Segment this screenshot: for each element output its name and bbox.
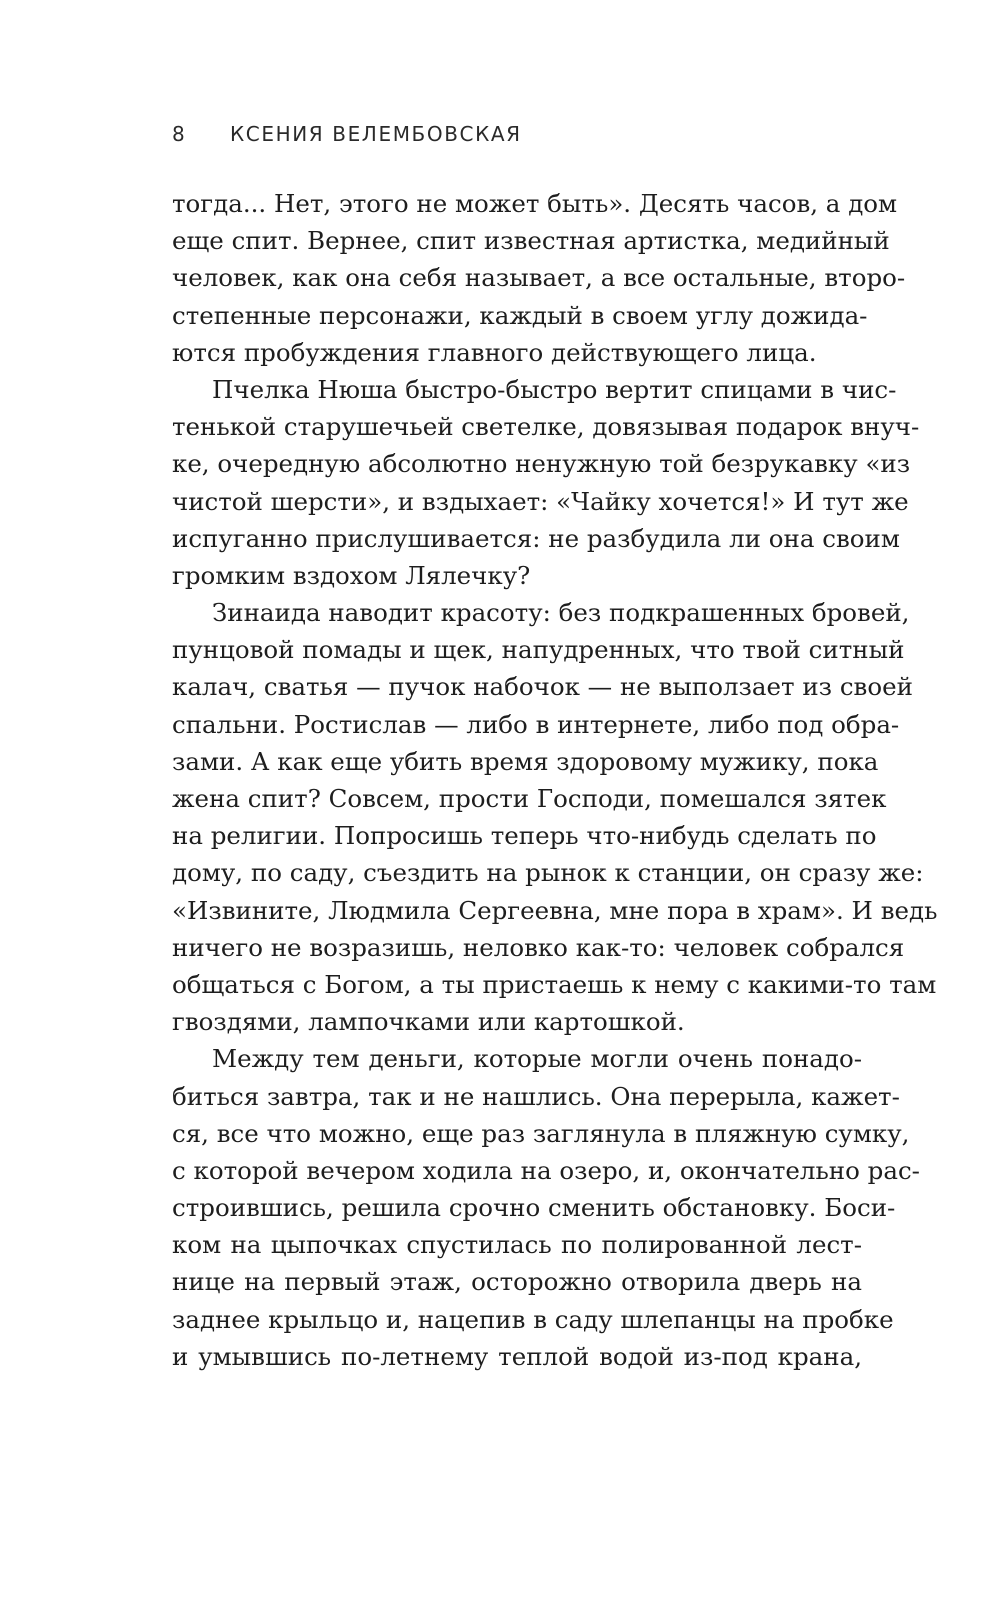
text-line: общаться с Богом, а ты пристаешь к нему с какими-то там [172, 969, 937, 999]
text-line: тенькой старушечьей светелке, довязывая подарок внуч- [172, 412, 920, 442]
text-line: Между тем деньги, которые могли очень понадо- [212, 1044, 862, 1074]
text-line: и умывшись по-летнему теплой водой из-под крана, [172, 1341, 862, 1371]
text-line: Пчелка Нюша быстро-быстро вертит спицами в чис- [212, 374, 897, 404]
text-line: Зинаида наводит красоту: без подкрашенных бровей, [212, 598, 910, 628]
text-line: строившись, решила срочно сменить обстановку. Боси- [172, 1193, 896, 1223]
text-line: гвоздями, лампочками или картошкой. [172, 1007, 685, 1037]
body-text [172, 185, 938, 1375]
text-line: зами. А как еще убить время здоровому мужику, пока [172, 746, 879, 776]
running-head [172, 122, 522, 146]
text-line: спальни. Ростислав — либо в интернете, либо под обра- [172, 709, 900, 739]
text-line: человек, как она себя называет, а все остальные, второ- [172, 263, 906, 293]
text-line: ничего не возразишь, неловко как-то: человек собрался [172, 932, 905, 962]
text-line: дому, по саду, съездить на рынок к станции, он сразу же: [172, 858, 924, 888]
text-line: ются пробуждения главного действующего лица. [172, 337, 817, 367]
author-name: КСЕНИЯ ВЕЛЕМБОВСКАЯ [230, 122, 522, 146]
text-line: тогда... Нет, этого не может быть». Десять часов, а дом [172, 189, 898, 218]
text-line: биться завтра, так и не нашлись. Она перерыла, кажет- [172, 1081, 900, 1111]
text-line: «Извините, Людмила Сергеевна, мне пора в храм». И ведь [172, 895, 938, 925]
text-line: еще спит. Вернее, спит известная артистка, медийный [172, 226, 890, 256]
text-line: калач, сватья — пучок набочок — не выползает из своей [172, 672, 913, 702]
text-line: нице на первый этаж, осторожно отворила дверь на [172, 1267, 862, 1297]
text-line: заднее крыльцо и, нацепив в саду шлепанцы на пробке [172, 1304, 894, 1334]
text-line: с которой вечером ходила на озеро, и, окончательно рас- [172, 1155, 920, 1185]
text-line: ком на цыпочках спустилась по полированной лест- [172, 1230, 862, 1260]
text-line: громким вздохом Лялечку? [172, 560, 531, 590]
text-line: жена спит? Совсем, прости Господи, помешался зятек [172, 784, 887, 813]
text-line: ке, очередную абсолютно ненужную той безрукавку «из [172, 449, 911, 479]
text-line: на религии. Попросишь теперь что-нибудь сделать по [172, 821, 877, 851]
text-line: испуганно прислушивается: не разбудила ли она своим [172, 523, 900, 553]
text-line: ся, все что можно, еще раз заглянула в пляжную сумку, [172, 1118, 910, 1148]
text-line: степенные персонажи, каждый в своем углу дожида- [172, 300, 868, 330]
text-line: чистой шерсти», и вздыхает: «Чайку хочется!» И тут же [172, 486, 909, 516]
text-line: пунцовой помады и щек, напудренных, что твой ситный [172, 635, 905, 665]
page-number: 8 [172, 122, 186, 146]
